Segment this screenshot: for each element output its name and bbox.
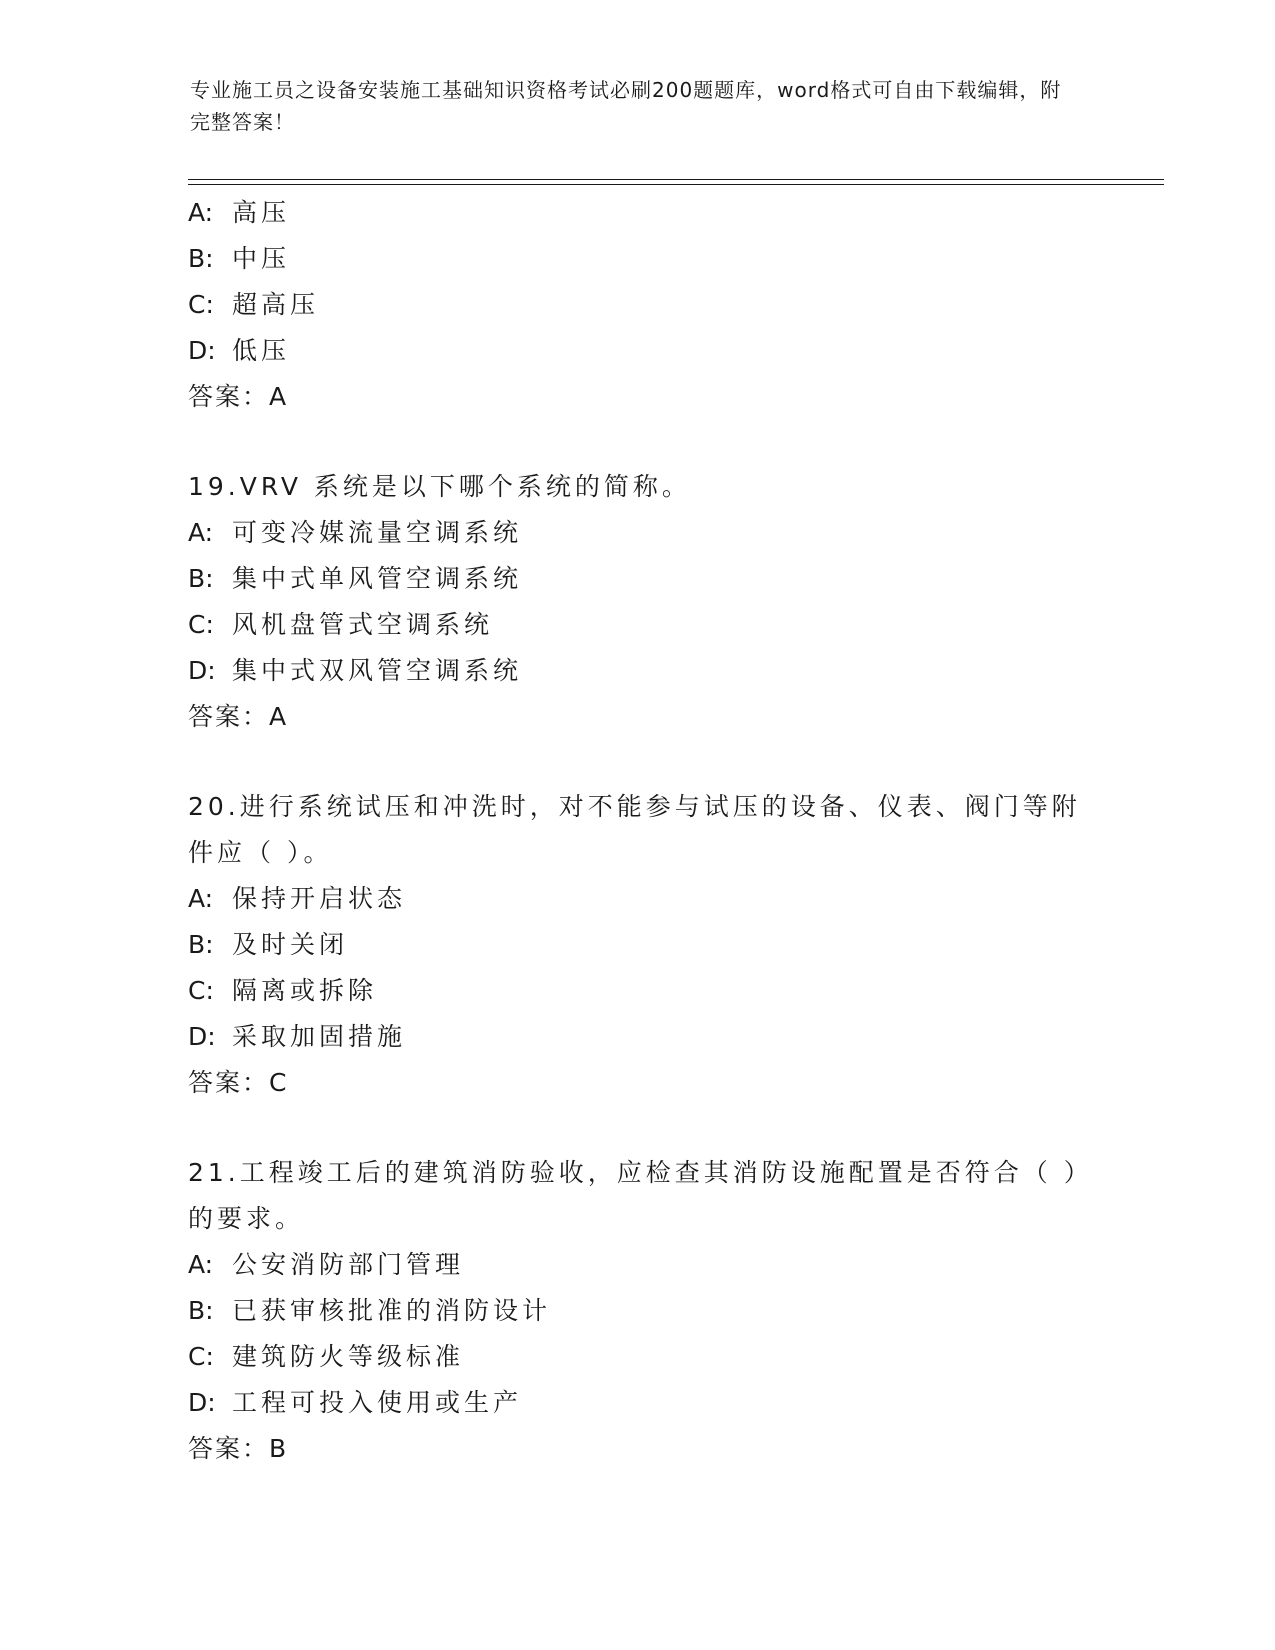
option-text: 采取加固措施: [232, 1022, 407, 1051]
option-text: 高压: [232, 198, 291, 227]
option-text: 及时关闭: [232, 930, 349, 959]
answer-line: 答案：C: [188, 1068, 289, 1097]
option-text: 超高压: [232, 290, 320, 319]
option-letter: C:: [188, 290, 214, 319]
option-text: 工程可投入使用或生产: [232, 1388, 523, 1417]
option-text: 可变冷媒流量空调系统: [232, 518, 523, 547]
option-letter: D:: [188, 336, 216, 365]
option-c: [188, 602, 1088, 648]
answer-line: 答案：A: [188, 382, 289, 411]
option-c: [188, 1334, 1088, 1380]
option-a: [188, 510, 1088, 556]
option-letter: B:: [188, 930, 214, 959]
question-block-carryover: [188, 190, 1088, 420]
option-letter: C:: [188, 976, 214, 1005]
option-letter: D:: [188, 1022, 216, 1051]
option-letter: B:: [188, 564, 214, 593]
option-b: [188, 556, 1088, 602]
answer-line: 答案：B: [188, 1434, 289, 1463]
option-text: 隔离或拆除: [232, 976, 378, 1005]
option-d: [188, 1014, 1088, 1060]
option-text: 集中式双风管空调系统: [232, 656, 523, 685]
option-a: [188, 876, 1088, 922]
option-b: [188, 236, 1088, 282]
option-d: [188, 648, 1088, 694]
answer-line: 答案：A: [188, 702, 289, 731]
question-block-21: [188, 1150, 1088, 1472]
spacer: [188, 1106, 1088, 1150]
option-letter: C:: [188, 1342, 214, 1371]
option-letter: B:: [188, 244, 214, 273]
option-letter: C:: [188, 610, 214, 639]
spacer: [188, 740, 1088, 784]
spacer: [188, 420, 1088, 464]
question-stem: 19.VRV 系统是以下哪个系统的简称。: [188, 472, 691, 501]
option-letter: A:: [188, 884, 214, 913]
option-text: 建筑防火等级标准: [232, 1342, 465, 1371]
option-letter: D:: [188, 656, 216, 685]
option-letter: A:: [188, 198, 214, 227]
option-a: [188, 1242, 1088, 1288]
option-b: [188, 922, 1088, 968]
question-stem: 20.进行系统试压和冲洗时，对不能参与试压的设备、仪表、阀门等附件应（ ）。: [188, 792, 1081, 867]
question-block-19: [188, 464, 1088, 740]
option-d: [188, 328, 1088, 374]
document-header: 专业施工员之设备安装施工基础知识资格考试必刷200题题库，word格式可自由下载编辑，附完整答案！: [190, 78, 1062, 134]
option-d: [188, 1380, 1088, 1426]
option-letter: B:: [188, 1296, 214, 1325]
header-divider-top: [188, 179, 1164, 180]
option-a: [188, 190, 1088, 236]
option-text: 公安消防部门管理: [232, 1250, 465, 1279]
option-text: 中压: [232, 244, 291, 273]
option-letter: A:: [188, 518, 214, 547]
question-block-20: [188, 784, 1088, 1106]
option-text: 低压: [232, 336, 291, 365]
option-c: [188, 282, 1088, 328]
question-stem: 21.工程竣工后的建筑消防验收，应检查其消防设施配置是否符合（ ）的要求。: [188, 1158, 1081, 1233]
header-divider-bottom: [188, 184, 1164, 185]
option-b: [188, 1288, 1088, 1334]
option-c: [188, 968, 1088, 1014]
option-letter: A:: [188, 1250, 214, 1279]
question-list: [188, 190, 1088, 1472]
option-text: 保持开启状态: [232, 884, 407, 913]
option-text: 风机盘管式空调系统: [232, 610, 494, 639]
option-text: 集中式单风管空调系统: [232, 564, 523, 593]
option-letter: D:: [188, 1388, 216, 1417]
option-text: 已获审核批准的消防设计: [232, 1296, 552, 1325]
